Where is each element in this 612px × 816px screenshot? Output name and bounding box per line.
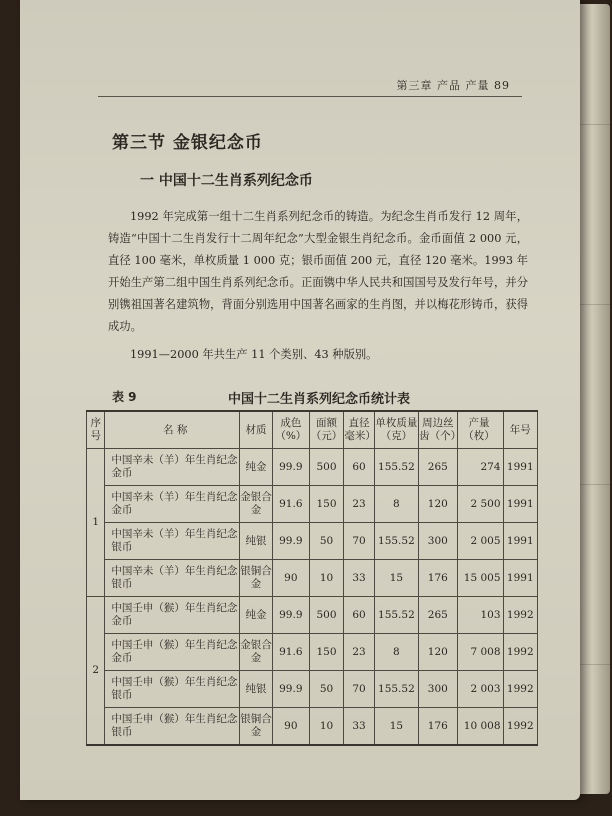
header-rule (98, 96, 522, 97)
cell-fineness: 99.9 (273, 449, 310, 486)
cell-unit-mass: 15 (374, 708, 418, 746)
cell-fineness: 90 (273, 708, 310, 746)
cell-output: 274 (457, 449, 503, 486)
cell-year: 1992 (503, 708, 537, 746)
cell-name: 中国壬申（猴）年生肖纪念银币 (105, 671, 240, 708)
cell-face-value: 10 (309, 560, 344, 597)
cell-face-value: 500 (309, 597, 344, 634)
cell-fineness: 91.6 (273, 634, 310, 671)
cell-face-value: 50 (309, 671, 344, 708)
cell-face-value: 150 (309, 634, 344, 671)
cell-output: 103 (457, 597, 503, 634)
cell-name: 中国壬申（猴）年生肖纪念金币 (105, 634, 240, 671)
cell-unit-mass: 155.52 (374, 523, 418, 560)
cell-output: 2 003 (457, 671, 503, 708)
cell-material: 银铜合金 (239, 708, 272, 746)
cell-year: 1992 (503, 671, 537, 708)
body-paragraph: 1992 年完成第一组十二生肖系列纪念币的铸造。为纪念生肖币发行 12 周年，铸造“中国十二生肖发行十二周年纪念”大型金银生肖纪念币。金币面值 2 000 元，直径 100 毫米，单枚质量 1 000 克；银币面值 200 元，直径 120 毫米。1993 年开始生产第二组中国生肖系列纪念币。正面镌中华人民共和国国号及发行年号，并分别镌祖国著名建筑物，背面分别选用中国著名画家的生肖图，并以梅花形铸币，获得成功。 (108, 210, 528, 333)
cell-unit-mass: 155.52 (374, 671, 418, 708)
cell-output: 2 500 (457, 486, 503, 523)
table-row (87, 634, 538, 671)
cell-name: 中国辛未（羊）年生肖纪念金币 (105, 449, 240, 486)
cell-year: 1991 (503, 449, 537, 486)
cell-year: 1992 (503, 597, 537, 634)
cell-year: 1991 (503, 523, 537, 560)
header-fineness: 成色（%） (273, 411, 310, 449)
cell-face-value: 150 (309, 486, 344, 523)
cell-material: 银铜合金 (239, 560, 272, 597)
book-page (20, 0, 580, 800)
cell-output: 7 008 (457, 634, 503, 671)
cell-material: 纯金 (239, 597, 272, 634)
table-row (87, 671, 538, 708)
cell-diameter: 60 (344, 449, 374, 486)
cell-year: 1991 (503, 560, 537, 597)
cell-seq: 2 (87, 597, 105, 746)
cell-unit-mass: 8 (374, 486, 418, 523)
cell-material: 金银合金 (239, 634, 272, 671)
table-row (87, 486, 538, 523)
table-label: 表 9 (112, 390, 137, 404)
cell-year: 1991 (503, 486, 537, 523)
cell-fineness: 99.9 (273, 671, 310, 708)
cell-material: 纯银 (239, 523, 272, 560)
cell-diameter: 33 (344, 560, 374, 597)
table-row (87, 449, 538, 486)
cell-fineness: 99.9 (273, 597, 310, 634)
cell-diameter: 70 (344, 523, 374, 560)
cell-fineness: 90 (273, 560, 310, 597)
header-face-value: 面额（元） (309, 411, 344, 449)
cell-unit-mass: 155.52 (374, 449, 418, 486)
cell-output: 10 008 (457, 708, 503, 746)
cell-name: 中国辛未（羊）年生肖纪念银币 (105, 560, 240, 597)
cell-diameter: 33 (344, 708, 374, 746)
header-name: 名 称 (105, 411, 240, 449)
header-unit-mass: 单枚质量（克） (374, 411, 418, 449)
cell-output: 2 005 (457, 523, 503, 560)
coin-stats-table (86, 410, 538, 746)
header-output: 产量（枚） (457, 411, 503, 449)
cell-edge-reeds: 120 (419, 634, 457, 671)
cell-diameter: 60 (344, 597, 374, 634)
cell-name: 中国辛未（羊）年生肖纪念银币 (105, 523, 240, 560)
cell-face-value: 500 (309, 449, 344, 486)
cell-name: 中国壬申（猴）年生肖纪念金币 (105, 597, 240, 634)
cell-unit-mass: 8 (374, 634, 418, 671)
table-row (87, 708, 538, 746)
cell-diameter: 23 (344, 634, 374, 671)
cell-output: 15 005 (457, 560, 503, 597)
cell-fineness: 91.6 (273, 486, 310, 523)
cell-diameter: 70 (344, 671, 374, 708)
cell-edge-reeds: 176 (419, 560, 457, 597)
cell-unit-mass: 155.52 (374, 597, 418, 634)
cell-unit-mass: 15 (374, 560, 418, 597)
cell-name: 中国壬申（猴）年生肖纪念银币 (105, 708, 240, 746)
cell-fineness: 99.9 (273, 523, 310, 560)
header-seq: 序号 (87, 411, 105, 449)
cell-diameter: 23 (344, 486, 374, 523)
table-title: 中国十二生肖系列纪念币统计表 (228, 392, 411, 407)
cell-material: 纯金 (239, 449, 272, 486)
table-body (87, 449, 538, 746)
cell-seq: 1 (87, 449, 105, 597)
cell-edge-reeds: 300 (419, 523, 457, 560)
cell-face-value: 10 (309, 708, 344, 746)
cell-material: 金银合金 (239, 486, 272, 523)
header-material: 材质 (239, 411, 272, 449)
cell-edge-reeds: 176 (419, 708, 457, 746)
cell-name: 中国辛未（羊）年生肖纪念金币 (105, 486, 240, 523)
header-year: 年号 (503, 411, 537, 449)
cell-year: 1992 (503, 634, 537, 671)
body-paragraph: 1991—2000 年共生产 11 个类别、43 种版别。 (130, 348, 378, 361)
subsection-title: 一 中国十二生肖系列纪念币 (140, 173, 313, 189)
cell-edge-reeds: 265 (419, 449, 457, 486)
table-header-row (87, 411, 538, 449)
header-diameter: 直径毫米） (344, 411, 374, 449)
cell-material: 纯银 (239, 671, 272, 708)
cell-face-value: 50 (309, 523, 344, 560)
table-row (87, 597, 538, 634)
table-row (87, 523, 538, 560)
section-title: 第三节 金银纪念币 (112, 133, 263, 153)
cell-edge-reeds: 120 (419, 486, 457, 523)
header-edge-reeds: 周边丝齿（个） (419, 411, 457, 449)
running-head: 第三章 产品 产量 89 (396, 79, 510, 92)
table-row (87, 560, 538, 597)
cell-edge-reeds: 265 (419, 597, 457, 634)
cell-edge-reeds: 300 (419, 671, 457, 708)
